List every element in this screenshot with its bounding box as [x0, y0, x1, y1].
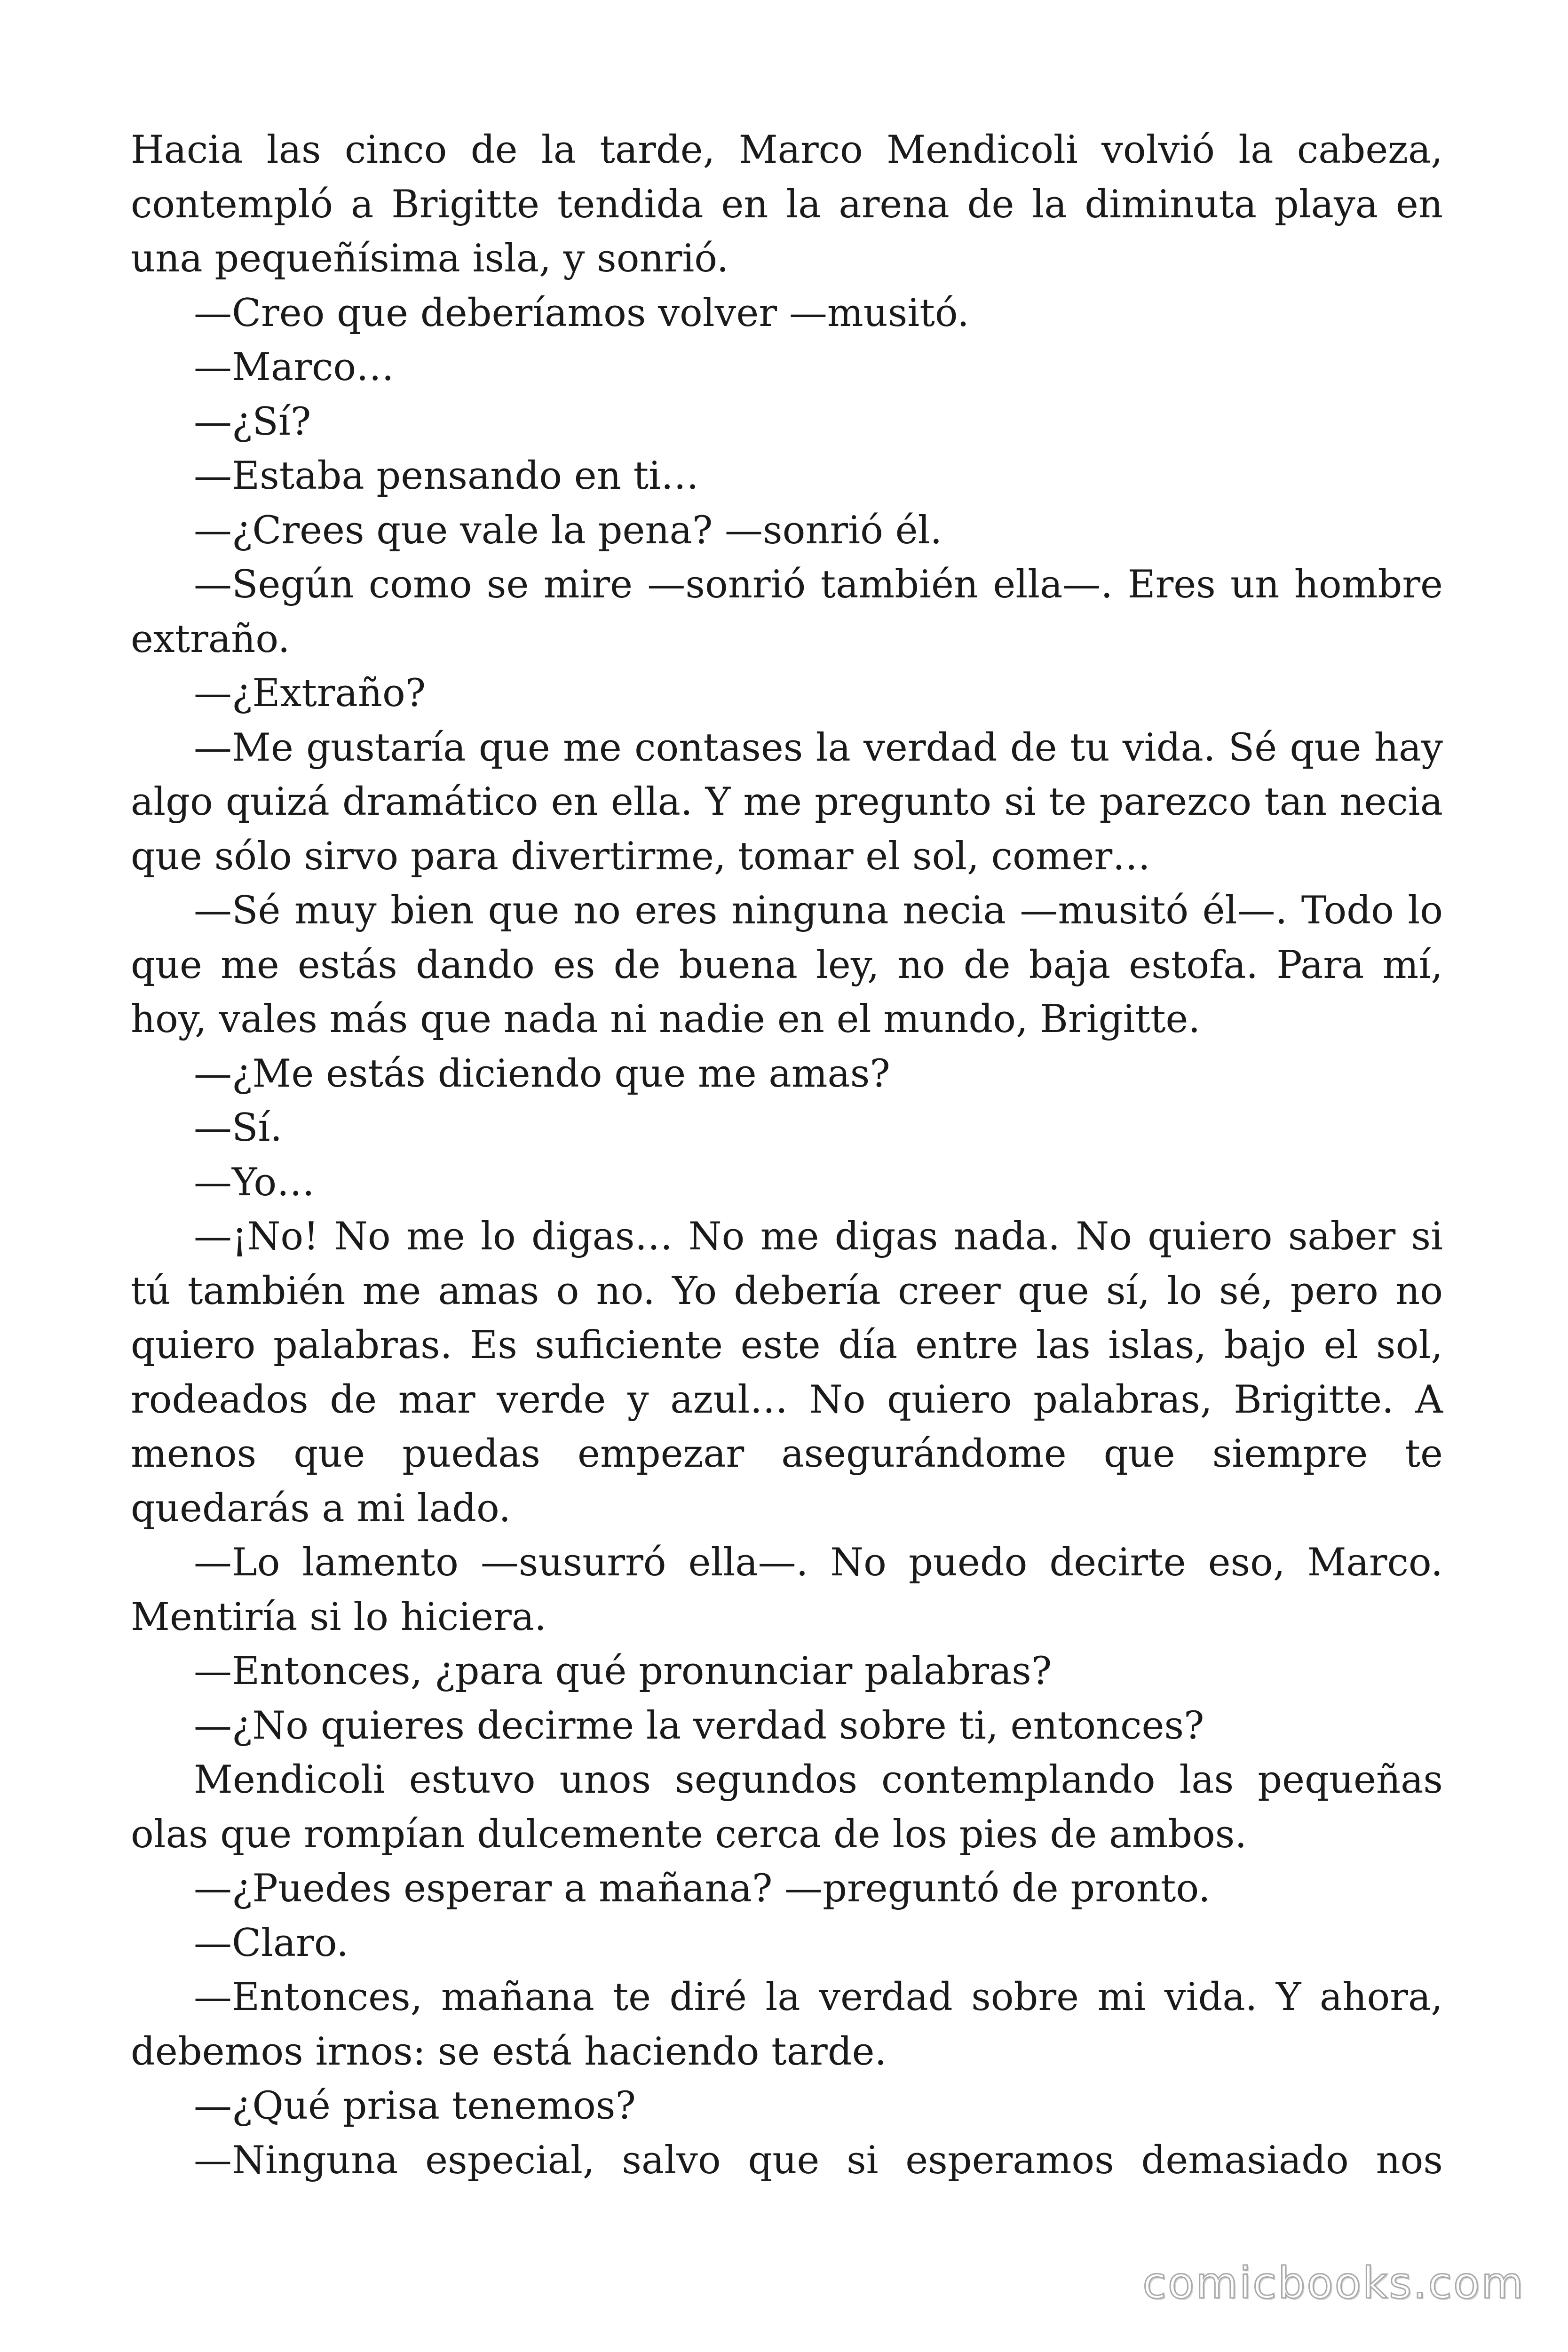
- paragraph: —¿Puedes esperar a mañana? —preguntó de pronto.: [194, 1867, 1211, 1911]
- paragraph: —Estaba pensando en ti…: [194, 454, 699, 498]
- paragraph: —Entonces, mañana te diré la verdad sobre mi vida. Y ahora, debemos irnos: se está haciendo tarde.: [131, 1975, 1443, 2074]
- paragraph: —Lo lamento —susurró ella—. No puedo decirte eso, Marco. Mentiría si lo hiciera.: [131, 1541, 1443, 1639]
- paragraph: —Yo…: [194, 1160, 315, 1205]
- paragraph: Mendicoli estuvo unos segundos contemplando las pequeñas olas que rompían dulcemente cerca de los pies de ambos.: [131, 1758, 1443, 1857]
- watermark-text: comicbooks.com: [1142, 2258, 1525, 2308]
- paragraph: —¿Sí?: [194, 399, 311, 444]
- paragraph: —¿Crees que vale la pena? —sonrió él.: [194, 508, 942, 553]
- paragraph: —Claro.: [194, 1921, 348, 1965]
- paragraph: —Sé muy bien que no eres ninguna necia —musitó él—. Todo lo que me estás dando es de buena ley, no de baja estofa. Para mí, hoy, vales más que nada ni nadie en el mundo, Brigitte.: [131, 889, 1443, 1041]
- paragraph: —Sí.: [194, 1106, 283, 1150]
- paragraph: —¿Me estás diciendo que me amas?: [194, 1051, 890, 1096]
- paragraph: —Me gustaría que me contases la verdad de tu vida. Sé que hay algo quizá dramático en ella. Y me pregunto si te parezco tan necia que sólo sirvo para divertirme, tomar el sol, comer…: [131, 725, 1443, 879]
- paragraph: —Según como se mire —sonrió también ella—. Eres un hombre extraño.: [131, 563, 1443, 661]
- paragraph: —Creo que deberíamos volver —musitó.: [194, 291, 969, 335]
- paragraph: —Entonces, ¿para qué pronunciar palabras?: [194, 1649, 1052, 1693]
- paragraph: Hacia las cinco de la tarde, Marco Mendicoli volvió la cabeza, contempló a Brigitte tendida en la arena de la diminuta playa en una pequeñísima isla, y sonrió.: [131, 128, 1443, 281]
- paragraph: —¿Extraño?: [194, 671, 426, 715]
- paragraph: —¿No quieres decirme la verdad sobre ti, entonces?: [194, 1703, 1204, 1748]
- book-page-text: [131, 123, 1443, 2188]
- paragraph: —¡No! No me lo digas… No me digas nada. No quiero saber si tú también me amas o no. Yo debería creer que sí, lo sé, pero no quiero palabras. Es suficiente este día entre las islas, bajo el sol, rodeados de mar verde y azul… No quiero palabras, Brigitte. A menos que puedas empezar asegurándome que siempre te quedarás a mi lado.: [131, 1215, 1443, 1531]
- paragraph: —Marco…: [194, 345, 395, 389]
- paragraph: —Ninguna especial, salvo que si esperamos demasiado nos: [194, 2138, 1443, 2183]
- paragraph: —¿Qué prisa tenemos?: [194, 2084, 636, 2128]
